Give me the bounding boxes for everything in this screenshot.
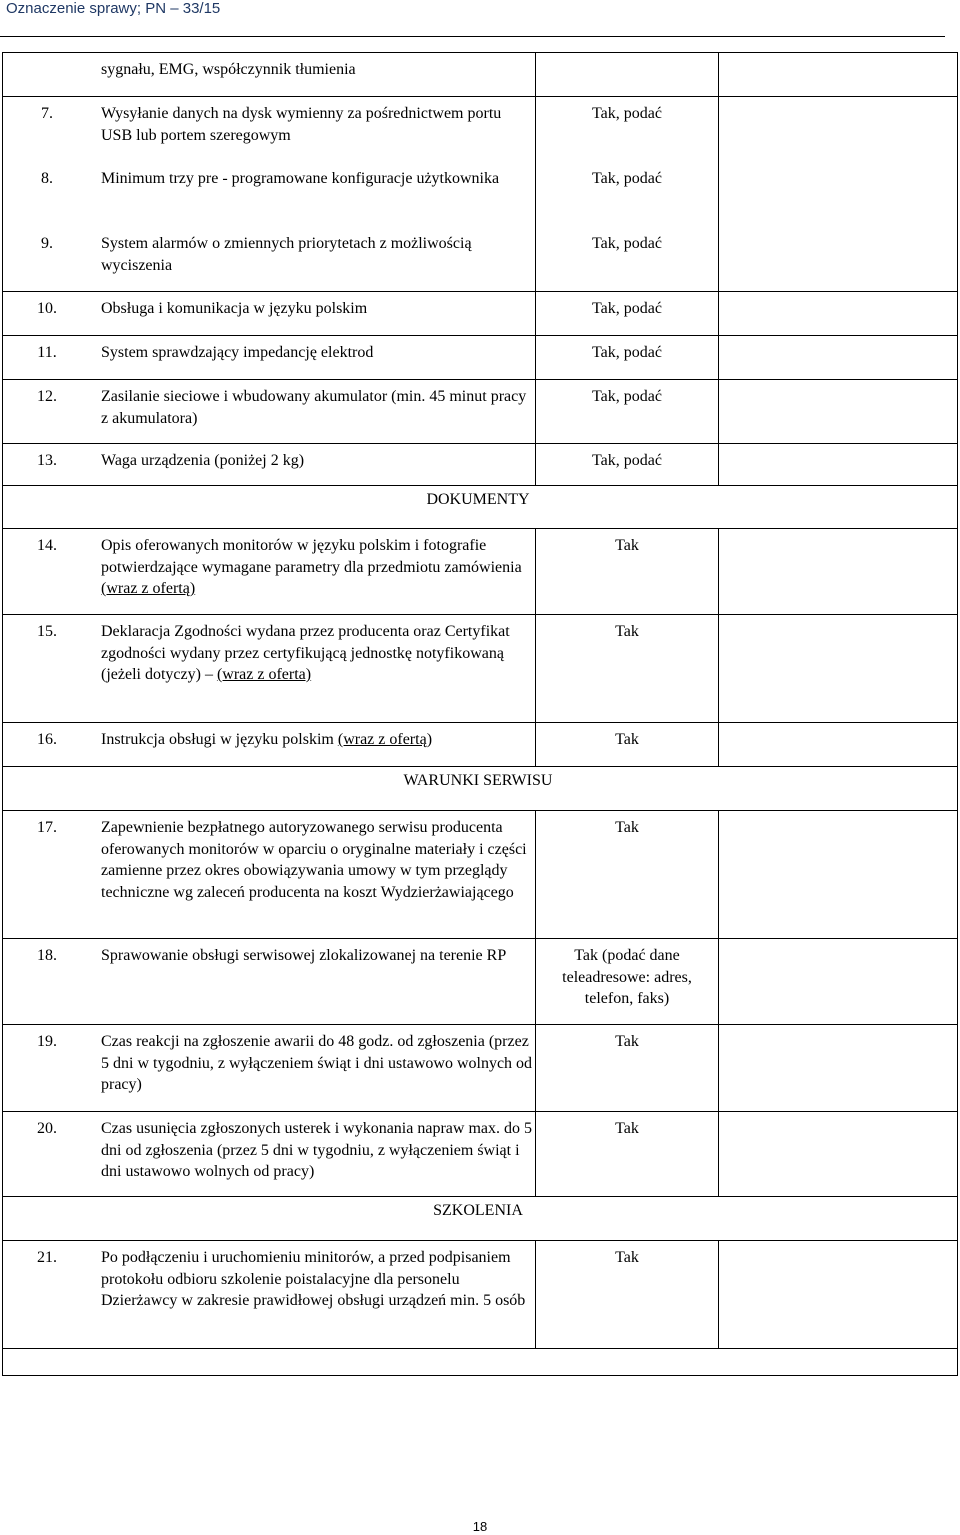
row-description: System sprawdzający impedancję elektrod	[101, 344, 374, 361]
description-underlined: (wraz z ofertą	[337, 731, 427, 748]
table-row	[2, 1025, 958, 1112]
description-underlined: (wraz z oferta)	[216, 666, 312, 683]
row-number: 19.	[37, 1033, 57, 1050]
row-number: 9.	[41, 235, 53, 252]
row-value	[535, 53, 719, 96]
table-row	[2, 811, 958, 939]
row-number: 21.	[37, 1249, 57, 1266]
section-title: WARUNKI SERWISU	[403, 772, 553, 789]
table-row	[2, 162, 958, 227]
row-offered	[719, 1241, 957, 1348]
row-description: Obsługa i komunikacja w języku polskim	[101, 300, 368, 317]
row-value: Tak	[535, 1241, 719, 1348]
document-header: Oznaczenie sprawy; PN – 33/15	[6, 0, 221, 17]
row-value: Tak	[535, 723, 719, 766]
table-row	[2, 1241, 958, 1349]
row-description: Po podłączeniu i uruchomieniu minitorów, a przed podpisaniem protokołu odbioru szkolenie poistalacyjne dla personelu Dzierżawcy w zakresie prawidłowej obsługi urządzeń min. 5 osób	[101, 1249, 526, 1309]
empty-cell	[3, 1349, 957, 1375]
table-row	[2, 292, 958, 336]
row-value: Tak, podać	[535, 444, 719, 485]
row-offered	[719, 939, 957, 1024]
row-number: 20.	[37, 1120, 57, 1137]
description-text: )	[426, 731, 433, 748]
row-value: Tak (podać dane teleadresowe: adres, telefon, faks)	[535, 939, 719, 1024]
row-number: 10.	[37, 300, 57, 317]
table-row	[2, 939, 958, 1025]
row-offered	[719, 529, 957, 614]
row-number: 13.	[37, 452, 57, 469]
row-description	[91, 615, 535, 722]
row-number: 16.	[37, 731, 57, 748]
row-description: Zapewnienie bezpłatnego autoryzowanego serwisu producenta oferowanych monitorów w oparciu o oryginalne materiały i części zamienne przez okres obowiązywania umowy w tym przeglądy techniczne wg zaleceń producenta na koszt Wydzierżawiającego	[101, 819, 527, 901]
table-row	[2, 723, 958, 767]
row-offered	[719, 1112, 957, 1196]
page-number: 18	[472, 1519, 488, 1534]
row-description: Waga urządzenia (poniżej 2 kg)	[101, 452, 305, 469]
row-value: Tak, podać	[535, 162, 719, 227]
description-text: Opis oferowanych monitorów w języku polskim i fotografie potwierdzające wymagane parametry dla przedmiotu zamówienia	[101, 537, 522, 576]
row-value: Tak, podać	[535, 97, 719, 162]
section-header-training	[2, 1197, 958, 1241]
row-offered	[719, 380, 957, 443]
table-row	[2, 529, 958, 615]
row-description: Wysyłanie danych na dysk wymienny za pośrednictwem portu USB lub portem szeregowym	[101, 105, 502, 144]
table-row	[2, 615, 958, 723]
row-offered	[719, 615, 957, 722]
description-underlined: (wraz z ofertą)	[101, 580, 196, 597]
row-offered	[719, 723, 957, 766]
row-number: 15.	[37, 623, 57, 640]
description-text: Deklaracja Zgodności wydana przez producenta oraz Certyfikat zgodności wydany przez certyfikującą jednostkę notyfikowaną (jeżeli dotyczy) –	[101, 623, 510, 683]
row-number	[3, 53, 91, 96]
specification-table	[2, 52, 958, 1376]
row-value: Tak, podać	[535, 292, 719, 335]
row-value: Tak, podać	[535, 380, 719, 443]
description-text: Instrukcja obsługi w języku polskim	[101, 731, 338, 748]
row-value: Tak	[535, 811, 719, 938]
row-number: 17.	[37, 819, 57, 836]
row-number: 18.	[37, 947, 57, 964]
row-number: 7.	[41, 105, 53, 122]
row-description: Czas usunięcia zgłoszonych usterek i wykonania napraw max. do 5 dni od zgłoszenia (przez 5 dni w tygodniu, z wyłączeniem świąt i dni ustawowo wolnych od pracy)	[101, 1120, 532, 1180]
row-description: Zasilanie sieciowe i wbudowany akumulator (min. 45 minut pracy z akumulatora)	[101, 388, 527, 427]
row-number: 8.	[41, 170, 53, 187]
section-header-service	[2, 767, 958, 811]
row-value: Tak	[535, 1112, 719, 1196]
row-offered	[719, 53, 957, 96]
table-row	[2, 1112, 958, 1197]
section-title: DOKUMENTY	[426, 491, 530, 508]
row-description: Sprawowanie obsługi serwisowej zlokalizowanej na terenie RP	[101, 947, 507, 964]
table-row	[2, 380, 958, 444]
table-row	[2, 52, 958, 97]
row-value: Tak, podać	[535, 227, 719, 291]
row-offered	[719, 811, 957, 938]
row-offered	[719, 97, 957, 162]
table-row	[2, 444, 958, 486]
table-row-empty	[2, 1349, 958, 1376]
row-offered	[719, 444, 957, 485]
table-row	[2, 336, 958, 380]
row-number: 14.	[37, 537, 57, 554]
row-description: sygnału, EMG, współczynnik tłumienia	[101, 61, 356, 78]
row-value: Tak	[535, 615, 719, 722]
row-offered	[719, 336, 957, 379]
row-number: 12.	[37, 388, 57, 405]
row-description: Czas reakcji na zgłoszenie awarii do 48 godz. od zgłoszenia (przez 5 dni w tygodniu, z wyłączeniem świąt i dni ustawowo wolnych od pracy)	[101, 1033, 533, 1093]
row-description	[91, 723, 535, 766]
row-description	[91, 529, 535, 614]
row-value: Tak, podać	[535, 336, 719, 379]
section-title: SZKOLENIA	[433, 1202, 523, 1219]
row-offered	[719, 1025, 957, 1111]
section-header-documents	[2, 486, 958, 529]
table-row	[2, 227, 958, 292]
row-offered	[719, 227, 957, 291]
row-description: System alarmów o zmiennych priorytetach z możliwością wyciszenia	[101, 235, 472, 274]
row-value: Tak	[535, 1025, 719, 1111]
table-row	[2, 97, 958, 162]
row-description: Minimum trzy pre - programowane konfiguracje użytkownika	[101, 170, 500, 187]
row-offered	[719, 292, 957, 335]
header-rule	[0, 36, 945, 37]
row-number: 11.	[37, 344, 57, 361]
row-value: Tak	[535, 529, 719, 614]
row-offered	[719, 162, 957, 227]
